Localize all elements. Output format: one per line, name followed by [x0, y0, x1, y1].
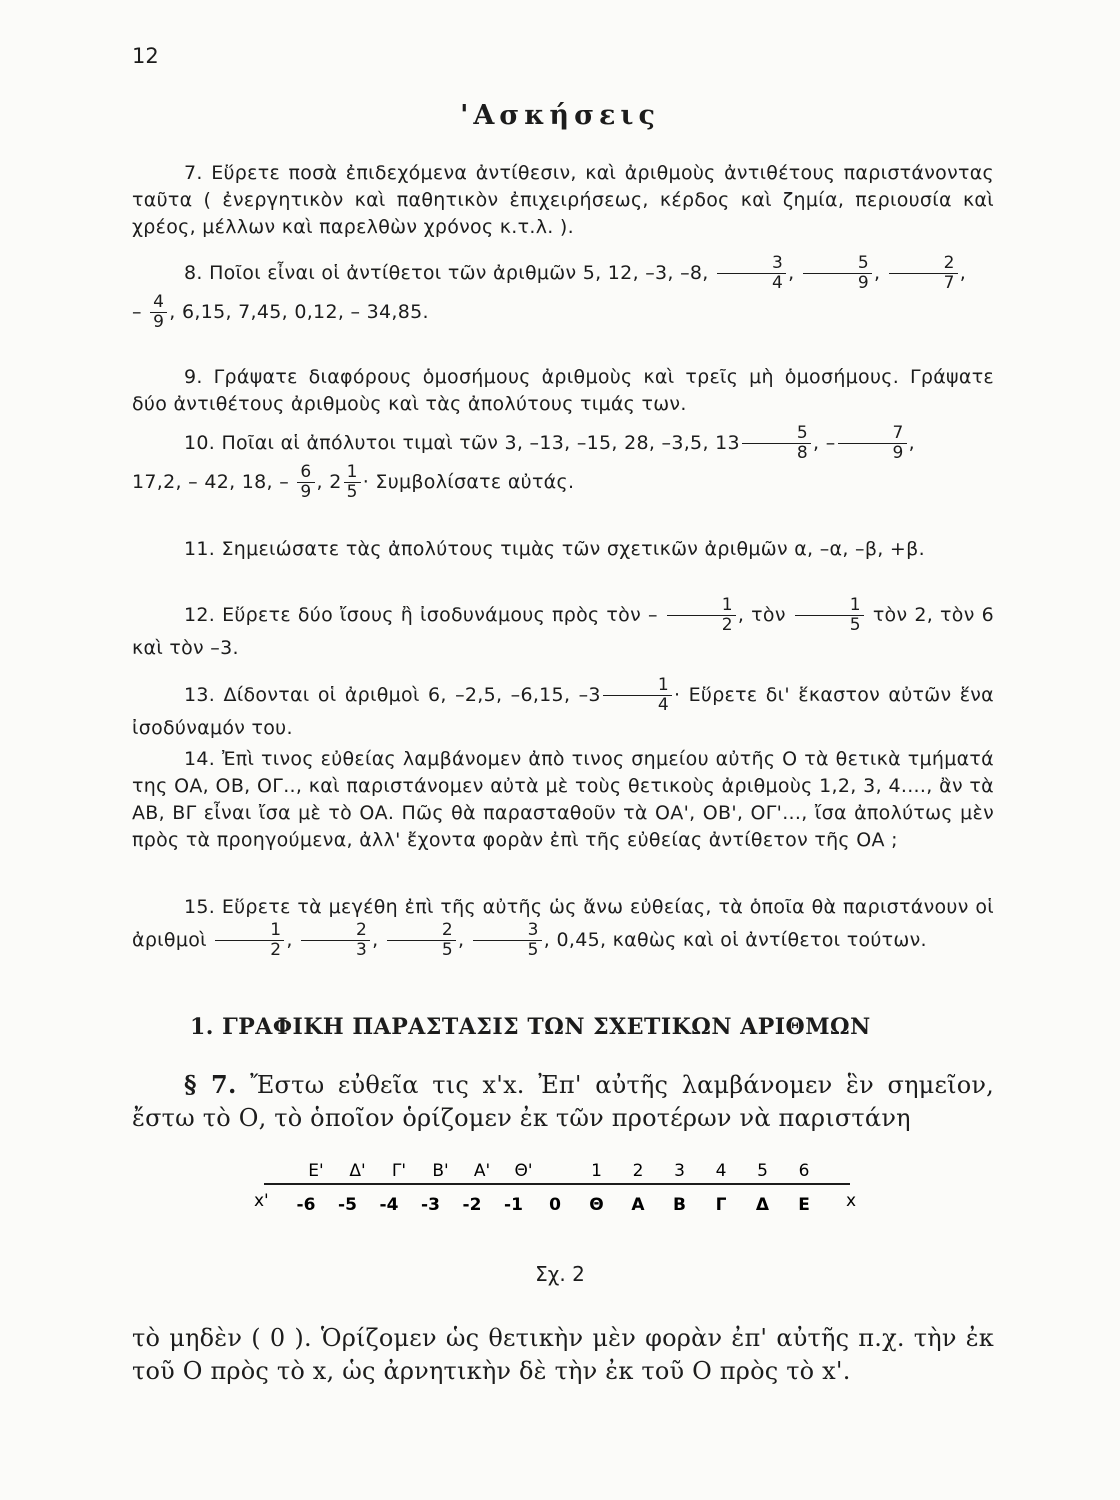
fraction: $\frac{4}{9}$ — [150, 293, 167, 332]
lower-label: -3 — [421, 1195, 440, 1215]
paragraph-7-continued: τὸ μηδὲν ( 0 ). Ὁρίζομεν ὡς θετικὴν μὲν φορὰν ἐπ' αὐτῆς π.χ. τὴν ἐκ τοῦ Ο πρὸς τὸ x, ὡς ἀρνητικὴν δὲ τὴν ἐκ τοῦ Ο πρὸς τὸ x'. — [132, 1324, 994, 1385]
lower-label: Α — [631, 1195, 645, 1215]
upper-labels — [308, 1161, 809, 1181]
fraction: $\frac{1}{2}$ — [667, 596, 736, 635]
exercise-14: 14. Ἐπὶ τινος εὐθείας λαμβάνομεν ἀπὸ τινος σημείου αὐτῆς Ο τὰ θετικὰ τμήματά της ΟΑ, ΟΒ, ΟΓ.., καὶ παριστάνομεν αὐτὰ μὲ τοὺς θετικοὺς ἀριθμοὺς 1,2, 3, 4...., ἂν τὰ ΑΒ, ΒΓ εἶναι ἴσα μὲ τὸ ΟΑ. Πῶς θὰ παρασταθοῦν τὰ ΟΑ', ΟΒ', ΟΓ'..., ἴσα ἀπολύτως μὲν πρὸς τὰ προηγούμενα, ἀλλ' ἔχοντα φορὰν ἐπὶ τῆς εὐθείας ἀντίθετον τῆς ΟΑ ; — [132, 748, 994, 851]
lower-label: Ε — [798, 1195, 810, 1215]
upper-label: 6 — [798, 1161, 810, 1181]
number-line — [250, 1158, 870, 1268]
lower-label: Γ — [715, 1195, 727, 1215]
x-prime-label: x' — [254, 1191, 269, 1211]
upper-label: 3 — [674, 1161, 685, 1181]
upper-label: 5 — [757, 1161, 768, 1181]
x-label: x — [846, 1191, 857, 1211]
number-line-figure — [250, 1158, 870, 1278]
fraction: $\frac{1}{5}$ — [795, 596, 864, 635]
upper-label: 4 — [715, 1161, 727, 1181]
fraction: $\frac{2}{5}$ — [387, 921, 456, 960]
exercise-8: 8. Ποῖοι εἶναι οἱ ἀντίθετοι τῶν ἀριθμῶν 5, 12, –3, –8, $\frac{3}{4}$ , $\frac{5}{9}$ , $\frac{2}{7}$ , – $\frac{4}{9}$ , 6,15, 7,45, 0,12, – 34,85. — [132, 253, 967, 332]
lower-label: -4 — [379, 1195, 399, 1215]
page-number: 12 — [132, 44, 159, 68]
lower-label: -2 — [462, 1195, 482, 1215]
paragraph-label: § 7. — [184, 1070, 237, 1099]
lower-label: Β — [673, 1195, 686, 1215]
upper-label: Β' — [432, 1161, 449, 1181]
fraction: $\frac{1}{2}$ — [215, 921, 284, 960]
lower-label: 0 — [549, 1195, 561, 1215]
figure-caption: Σχ. 2 — [535, 1262, 585, 1286]
upper-label: Θ' — [514, 1161, 533, 1181]
lower-label: Θ — [589, 1195, 604, 1215]
lower-label: Δ — [755, 1195, 770, 1215]
upper-label: Α' — [473, 1161, 491, 1181]
lower-label: -6 — [296, 1195, 316, 1215]
upper-label: Δ' — [349, 1161, 366, 1181]
exercise-13: 13. Δίδονται οἱ ἀριθμοὶ 6, –2,5, –6,15, –3 $\frac{1}{4}$ · Εὕρετε δι' ἕκαστον αὐτῶν ἕνα ἰσοδύναμόν του. — [132, 675, 994, 739]
fraction: $\frac{1}{5}$ — [344, 463, 361, 502]
fraction: $\frac{6}{9}$ — [297, 463, 314, 502]
exercises-heading: 'Ασκήσεις — [460, 100, 660, 131]
section-title: 1. ΓΡΑΦΙΚΗ ΠΑΡΑΣΤΑΣΙΣ ΤΩΝ ΣΧΕΤΙΚΩΝ ΑΡΙΘΜΩΝ — [190, 1014, 871, 1040]
lower-labels — [297, 1195, 810, 1215]
fraction: $\frac{7}{9}$ — [838, 424, 907, 463]
fraction: $\frac{2}{3}$ — [301, 921, 370, 960]
upper-label: Γ' — [391, 1161, 407, 1181]
exercise-10: 10. Ποῖαι αἱ ἀπόλυτοι τιμαὶ τῶν 3, –13, –15, 28, –3,5, 13 $\frac{5}{8}$ , – $\frac{7}{9}$ , 17,2, – 42, 18, – $\frac{6}{9}$ , 2 $\frac{1}{5}$ · Συμβολίσατε αὐτάς. — [132, 423, 915, 502]
lower-label: -5 — [338, 1195, 357, 1215]
upper-label: Ε' — [308, 1161, 324, 1181]
fraction: $\frac{3}{5}$ — [473, 921, 542, 960]
exercise-7: 7. Εὕρετε ποσὰ ἐπιδεχόμενα ἀντίθεσιν, καὶ ἀριθμοὺς ἀντιθέτους παριστάνοντας ταῦτα ( ἐνεργητικὸν καὶ παθητικὸν ἐπιχειρήσεως, κέρδος καὶ ζημία, περιουσία καὶ χρέος, μέλλων καὶ παρελθὼν χρόνος κ.τ.λ. ). — [132, 162, 994, 238]
exercise-9: 9. Γράψατε διαφόρους ὁμοσήμους ἀριθμοὺς καὶ τρεῖς μὴ ὁμοσήμους. Γράψατε δύο ἀντιθέτους ἀριθμοὺς καὶ τὰς ἀπολύτους τιμάς των. — [132, 366, 994, 415]
fraction: $\frac{1}{4}$ — [603, 676, 672, 715]
exercise-11: 11. Σημειώσατε τὰς ἀπολύτους τιμὰς τῶν σχετικῶν ἀριθμῶν α, –α, –β, +β. — [184, 538, 925, 560]
upper-label: 1 — [591, 1161, 602, 1181]
fraction: $\frac{3}{4}$ — [717, 254, 786, 293]
exercise-12: 12. Εὕρετε δύο ἴσους ἢ ἰσοδυνάμους πρὸς τὸν – $\frac{1}{2}$ , τὸν $\frac{1}{5}$ τὸν 2, τὸν 6 καὶ τὸν –3. — [132, 595, 994, 659]
upper-label: 2 — [632, 1161, 644, 1181]
paragraph-7: § 7. Ἔστω εὐθεῖα τις x'x. Ἐπ' αὐτῆς λαμβάνομεν ἓν σημεῖον, ἔστω τὸ Ο, τὸ ὁποῖον ὁρίζομεν ἐκ τῶν προτέρων νὰ παριστάνη — [132, 1070, 994, 1132]
fraction: $\frac{5}{8}$ — [742, 424, 811, 463]
fraction: $\frac{5}{9}$ — [803, 254, 872, 293]
lower-label: -1 — [504, 1195, 523, 1215]
fraction: $\frac{2}{7}$ — [889, 254, 958, 293]
exercise-15: 15. Εὕρετε τὰ μεγέθη ἐπὶ τῆς αὐτῆς ὡς ἄνω εὐθείας, τὰ ὁποῖα θὰ παριστάνουν οἱ ἀριθμοὶ $\frac{1}{2}$ , $\frac{2}{3}$ , $\frac{2}{5}$ , $\frac{3}{5}$ , 0,45, καθὼς καὶ οἱ ἀντίθετοι τούτων. — [132, 896, 994, 960]
